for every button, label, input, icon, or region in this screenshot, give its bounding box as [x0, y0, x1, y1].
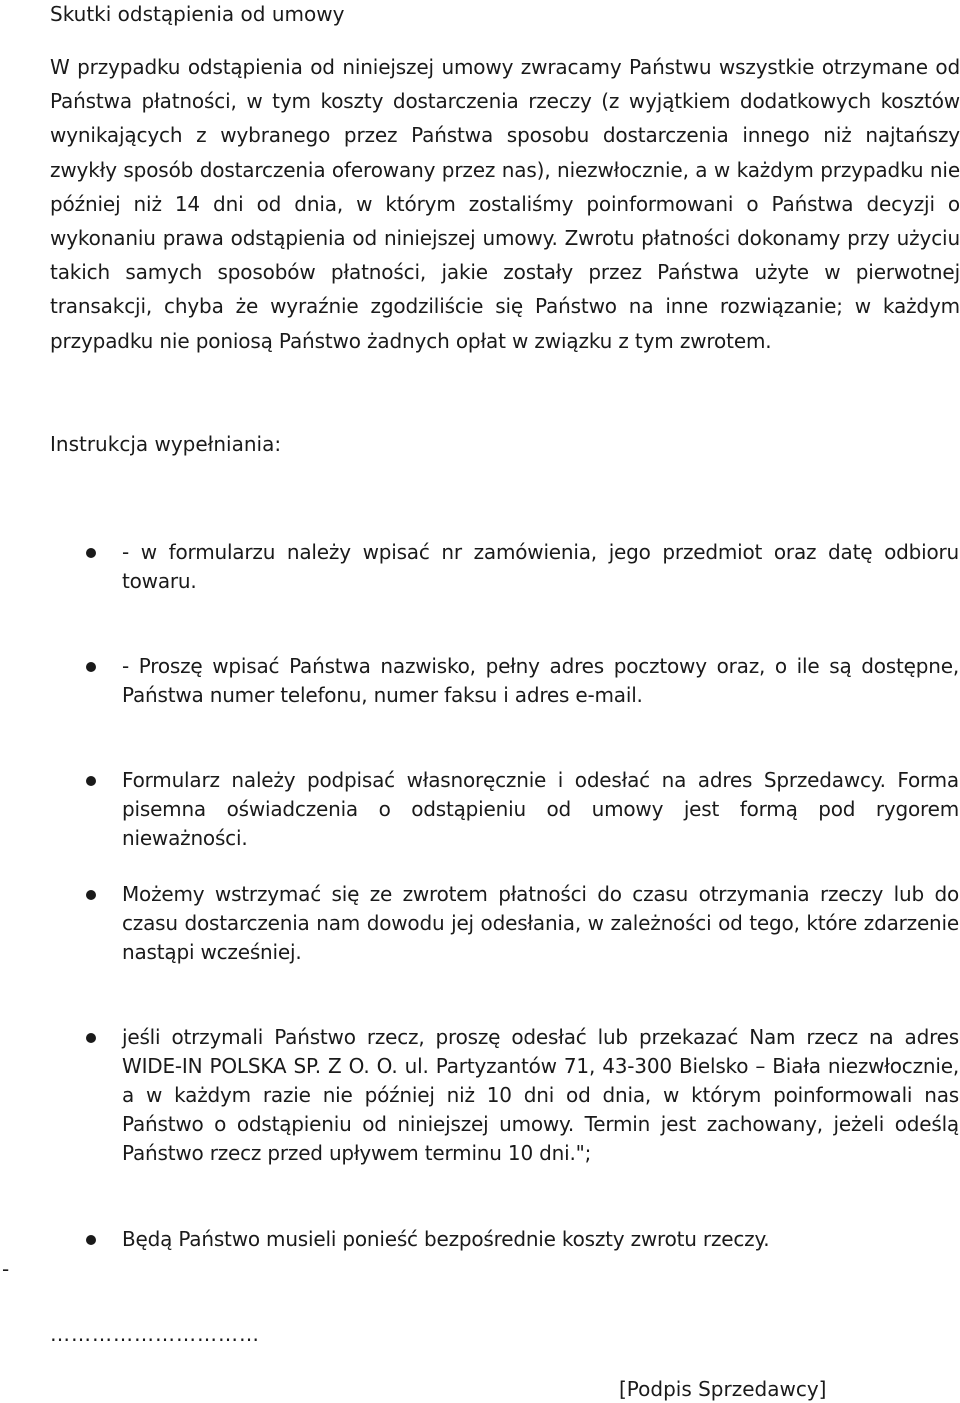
bullet-icon [86, 662, 96, 672]
list-item: - Proszę wpisać Państwa nazwisko, pełny adres pocztowy oraz, o ile są dostępne, Państwa numer telefonu, numer faksu i adres e-mail. [122, 654, 959, 707]
signature-label: [Podpis Sprzedawcy] [619, 1377, 827, 1401]
list-item: Będą Państwo musieli ponieść bezpośrednie koszty zwrotu rzeczy. [122, 1227, 770, 1251]
bullet-icon [86, 776, 96, 786]
refund-paragraph: W przypadku odstąpienia od niniejszej umowy zwracamy Państwu wszystkie otrzymane od Państwa płatności, w tym koszty dostarczenia rzeczy (z wyjątkiem dodatkowych kosztów wynikających z wybranego przez Państwa sposobu dostarczenia innego niż najtańszy zwykły sposób dostarczenia oferowany przez nas), niezwłocznie, a w każdym przypadku nie później niż 14 dni od dnia, w którym zostaliśmy poinformowani o Państwa decyzji o wykonaniu prawa odstąpienia od niniejszej umowy. Zwrotu płatności dokonamy przy użyciu takich samych sposobów płatności, jakie zostały przez Państwa użyte w pierwotnej transakcji, chyba że wyraźnie zgodziliście się Państwo na inne rozwiązanie; w każdym przypadku nie poniosą Państwo żadnych opłat w związku z tym zwrotem. [50, 55, 960, 353]
instructions-heading: Instrukcja wypełniania: [50, 432, 282, 456]
bullet-icon [86, 548, 96, 558]
margin-dash: - [2, 1257, 10, 1281]
list-item: - w formularzu należy wpisać nr zamówienia, jego przedmiot oraz datę odbioru towaru. [122, 540, 959, 593]
bullet-icon [86, 1033, 96, 1043]
list-item: jeśli otrzymali Państwo rzecz, proszę odesłać lub przekazać Nam rzecz na adres WIDE-IN POLSKA SP. Z O. O. ul. Partyzantów 71, 43-300 Bielsko – Biała niezwłocznie, a w każdym razie nie później niż 10 dni od dnia, w którym poinformowali nas Państwo o odstąpieniu od niniejszej umowy. Termin jest zachowany, jeżeli odeślą Państwo rzecz przed upływem terminu 10 dni."; [122, 1025, 959, 1165]
bullet-icon [86, 1235, 96, 1245]
bullet-icon [86, 890, 96, 900]
list-item: Możemy wstrzymać się ze zwrotem płatności do czasu otrzymania rzeczy lub do czasu dostarczenia nam dowodu jej odesłania, w zależności od tego, które zdarzenie nastąpi wcześniej. [122, 882, 959, 964]
section-title: Skutki odstąpienia od umowy [50, 2, 345, 26]
signature-line: ………………………… [50, 1322, 260, 1346]
list-item: Formularz należy podpisać własnoręcznie i odesłać na adres Sprzedawcy. Forma pisemna oświadczenia o odstąpieniu od umowy jest formą pod rygorem nieważności. [122, 768, 959, 850]
